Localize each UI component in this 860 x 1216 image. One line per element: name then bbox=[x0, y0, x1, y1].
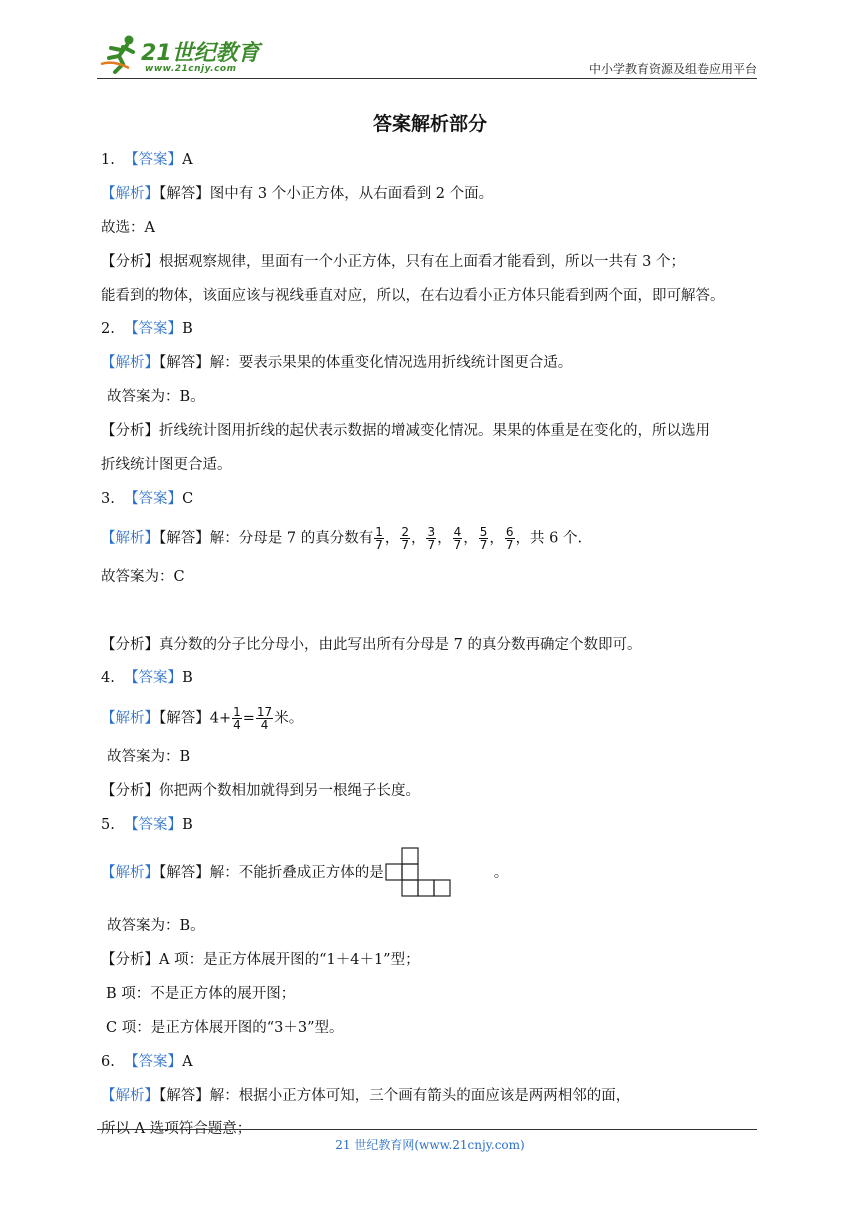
header-platform-text: 中小学教育资源及组卷应用平台 bbox=[588, 62, 757, 76]
q3-jieda-post: ，共 6 个. bbox=[515, 530, 583, 547]
q6-answer-line bbox=[101, 1052, 193, 1072]
q3-fenxi: 【分析】真分数的分子比分母小，由此写出所有分母是 7 的真分数再确定个数即可。 bbox=[101, 637, 642, 653]
q2-jieda: 【解答】解：要表示果果的体重变化情况选用折线统计图更合适。 bbox=[159, 355, 573, 371]
q4-final: 故答案为：B bbox=[107, 749, 191, 765]
q5-fenxi-3: C 项：是正方体展开图的“3＋3”型。 bbox=[106, 1020, 344, 1036]
q4-jieda-pre: 【解答】4+ bbox=[159, 710, 232, 727]
q2-answer-line bbox=[101, 319, 193, 339]
q4-answer: B bbox=[182, 670, 193, 686]
q2-fenxi-1: 【分析】折线统计图用折线的起伏表示数据的增减变化情况。果果的体重是在变化的，所以选用 bbox=[101, 423, 710, 439]
logo-text: 21世纪教育 bbox=[141, 41, 260, 66]
q6-jieda-line bbox=[101, 1086, 630, 1106]
q6-line-2: 所以 A 选项符合题意； bbox=[101, 1121, 252, 1137]
q4-fraction-1: $\frac{1}{4}$ bbox=[233, 705, 241, 732]
q3-answer-tag: 【答案】 bbox=[124, 491, 183, 507]
q5-jieda-end: 。 bbox=[493, 865, 509, 881]
q4-number: 4. bbox=[101, 670, 115, 686]
q2-answer: B bbox=[182, 321, 193, 337]
q4-answer-line bbox=[101, 668, 193, 688]
q2-jiexi-tag: 【解析】 bbox=[101, 355, 159, 371]
footer-divider bbox=[97, 1129, 757, 1130]
q6-jiexi-tag: 【解析】 bbox=[101, 1088, 159, 1104]
q5-jiexi-tag: 【解析】 bbox=[101, 865, 159, 881]
header-divider bbox=[97, 78, 757, 79]
q3-final: 故答案为：C bbox=[101, 569, 185, 585]
logo-url: www.21cnjy.com bbox=[145, 64, 237, 74]
site-logo bbox=[97, 34, 267, 74]
q3-sep: ， bbox=[463, 530, 478, 547]
q4-fraction-2: $\frac{17}{4}$ bbox=[256, 705, 273, 732]
q3-jieda-line bbox=[101, 526, 582, 551]
runner-icon bbox=[99, 34, 143, 74]
q3-fraction-4: $\frac{4}{7}$ bbox=[453, 525, 462, 552]
q3-answer-line bbox=[101, 489, 193, 509]
q6-answer: A bbox=[182, 1054, 193, 1070]
q3-fraction-3: $\frac{3}{7}$ bbox=[427, 525, 436, 552]
q2-number: 2. bbox=[101, 321, 115, 337]
q3-fraction-1: $\frac{1}{7}$ bbox=[375, 525, 383, 552]
q3-sep: ， bbox=[384, 530, 400, 547]
q5-number: 5. bbox=[101, 817, 115, 833]
q3-answer: C bbox=[182, 491, 194, 507]
q5-answer-line bbox=[101, 815, 193, 835]
q3-number: 3. bbox=[101, 491, 115, 507]
q1-jiexi-tag: 【解析】 bbox=[101, 186, 159, 202]
q5-fenxi-1: 【分析】A 项：是正方体展开图的“1＋4＋1”型； bbox=[101, 952, 420, 968]
q3-sep: ， bbox=[489, 530, 504, 547]
q1-jieda: 【解答】图中有 3 个小正方体，从右面看到 2 个面。 bbox=[159, 186, 494, 202]
q2-answer-tag: 【答案】 bbox=[124, 321, 183, 337]
q4-jieda-line bbox=[101, 706, 303, 731]
q1-answer-tag: 【答案】 bbox=[124, 152, 183, 168]
q4-jiexi-tag: 【解析】 bbox=[101, 710, 159, 727]
q3-sep: ， bbox=[437, 530, 452, 547]
q5-answer-tag: 【答案】 bbox=[124, 817, 183, 833]
q3-jieda-pre: 【解答】解：分母是 7 的真分数有 bbox=[159, 530, 374, 547]
q1-jieda-line bbox=[101, 184, 493, 204]
q4-unit: 米。 bbox=[274, 710, 304, 727]
q1-answer-line bbox=[101, 150, 193, 170]
q1-fenxi-2: 能看到的物体，该面应该与视线垂直对应，所以，在右边看小正方体只能看到两个面，即可解答。 bbox=[101, 288, 725, 304]
page-footer: 21 世纪教育网(www.21cnjy.com) bbox=[335, 1138, 525, 1152]
q5-jieda-line bbox=[101, 843, 508, 903]
q3-fraction-5: $\frac{5}{7}$ bbox=[479, 525, 488, 552]
q6-number: 6. bbox=[101, 1054, 115, 1070]
q5-final: 故答案为：B。 bbox=[107, 918, 205, 934]
q5-fenxi-2: B 项：不是正方体的展开图； bbox=[106, 986, 296, 1002]
q3-jiexi-tag: 【解析】 bbox=[101, 530, 159, 547]
q4-fenxi: 【分析】你把两个数相加就得到另一根绳子长度。 bbox=[101, 783, 420, 799]
page-title: 答案解析部分 bbox=[372, 113, 487, 135]
q3-fraction-6: $\frac{6}{7}$ bbox=[505, 525, 514, 552]
q6-jieda: 【解答】解：根据小正方体可知，三个画有箭头的面应该是两两相邻的面， bbox=[159, 1088, 631, 1104]
q1-answer: A bbox=[182, 152, 193, 168]
q1-number: 1. bbox=[101, 152, 115, 168]
page-header bbox=[97, 30, 757, 80]
q2-fenxi-2: 折线统计图更合适。 bbox=[101, 457, 232, 473]
q4-answer-tag: 【答案】 bbox=[124, 670, 183, 686]
q3-sep: ， bbox=[410, 530, 426, 547]
q6-answer-tag: 【答案】 bbox=[124, 1054, 183, 1070]
cube-net-figure bbox=[384, 845, 474, 901]
q3-fraction-2: $\frac{2}{7}$ bbox=[401, 525, 409, 552]
q5-jieda: 【解答】解：不能折叠成正方体的是 bbox=[159, 865, 384, 881]
q4-eq: = bbox=[242, 710, 255, 727]
q1-fenxi-1: 【分析】根据观察规律，里面有一个小正方体，只有在上面看才能看到，所以一共有 3 个； bbox=[101, 254, 685, 270]
q2-final: 故答案为：B。 bbox=[107, 389, 205, 405]
q2-jieda-line bbox=[101, 353, 572, 373]
q5-answer: B bbox=[182, 817, 193, 833]
q1-guxuan: 故选：A bbox=[101, 220, 155, 236]
